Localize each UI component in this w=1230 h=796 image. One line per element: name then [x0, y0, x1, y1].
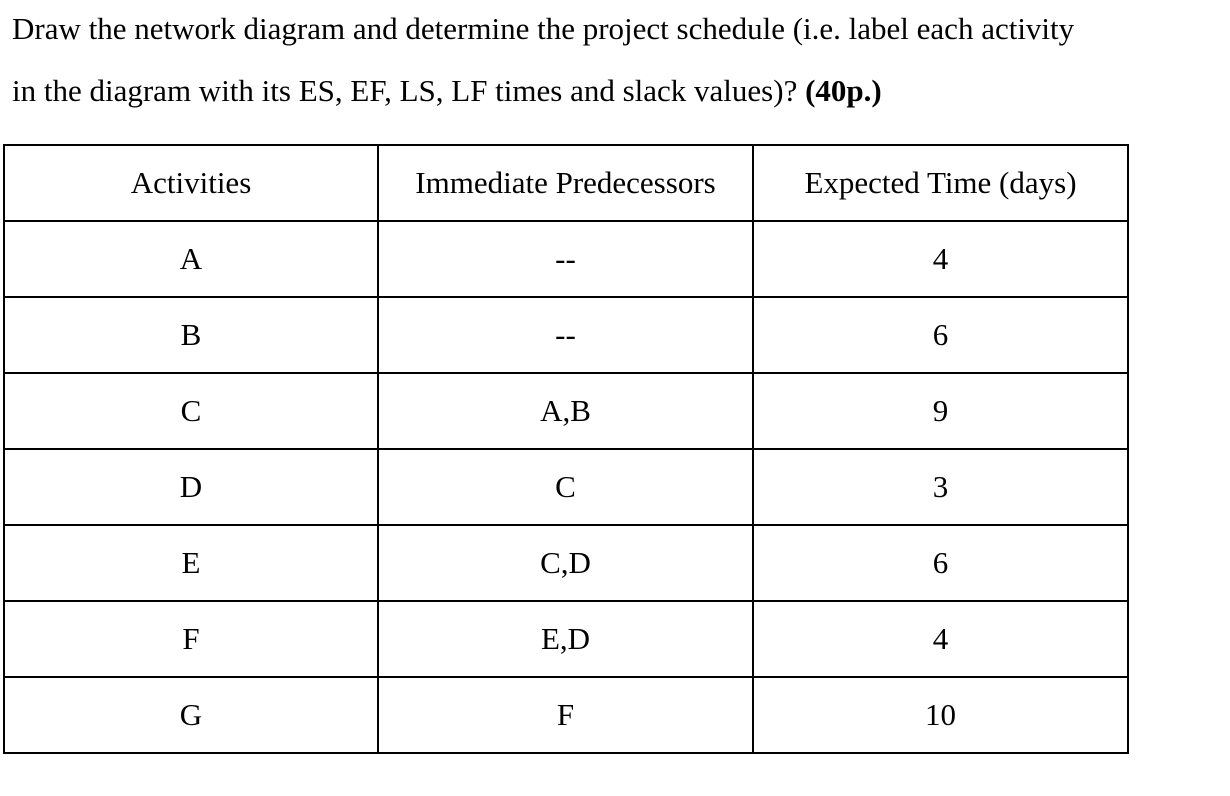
table-row — [4, 449, 1128, 525]
header-activities: Activities — [4, 145, 378, 221]
activity-table — [3, 144, 1129, 754]
header-immediate-predecessors: Immediate Predecessors — [378, 145, 753, 221]
cell-expected-time: 6 — [753, 525, 1128, 601]
cell-activity: C — [4, 373, 378, 449]
cell-predecessors: -- — [378, 297, 753, 373]
cell-activity: E — [4, 525, 378, 601]
cell-predecessors: F — [378, 677, 753, 753]
cell-predecessors: C — [378, 449, 753, 525]
question-line-1: Draw the network diagram and determine the project schedule (i.e. label each activity — [12, 11, 1075, 46]
cell-predecessors: A,B — [378, 373, 753, 449]
cell-activity: G — [4, 677, 378, 753]
cell-predecessors: -- — [378, 221, 753, 297]
question-points: (40p.) — [805, 73, 882, 108]
cell-expected-time: 4 — [753, 221, 1128, 297]
cell-expected-time: 3 — [753, 449, 1128, 525]
table-row — [4, 525, 1128, 601]
cell-expected-time: 6 — [753, 297, 1128, 373]
cell-activity: D — [4, 449, 378, 525]
cell-expected-time: 10 — [753, 677, 1128, 753]
cell-expected-time: 4 — [753, 601, 1128, 677]
header-expected-time: Expected Time (days) — [753, 145, 1128, 221]
cell-activity: B — [4, 297, 378, 373]
cell-predecessors: C,D — [378, 525, 753, 601]
cell-expected-time: 9 — [753, 373, 1128, 449]
question-line-2-text: in the diagram with its ES, EF, LS, LF times and slack values)? — [12, 73, 798, 108]
table-row — [4, 601, 1128, 677]
question-line-2 — [12, 62, 1224, 124]
table-row — [4, 221, 1128, 297]
table-row — [4, 677, 1128, 753]
cell-predecessors: E,D — [378, 601, 753, 677]
table-header-row — [4, 145, 1128, 221]
table-row — [4, 373, 1128, 449]
table-row — [4, 297, 1128, 373]
cell-activity: A — [4, 221, 378, 297]
cell-activity: F — [4, 601, 378, 677]
question-text — [12, 0, 1224, 124]
